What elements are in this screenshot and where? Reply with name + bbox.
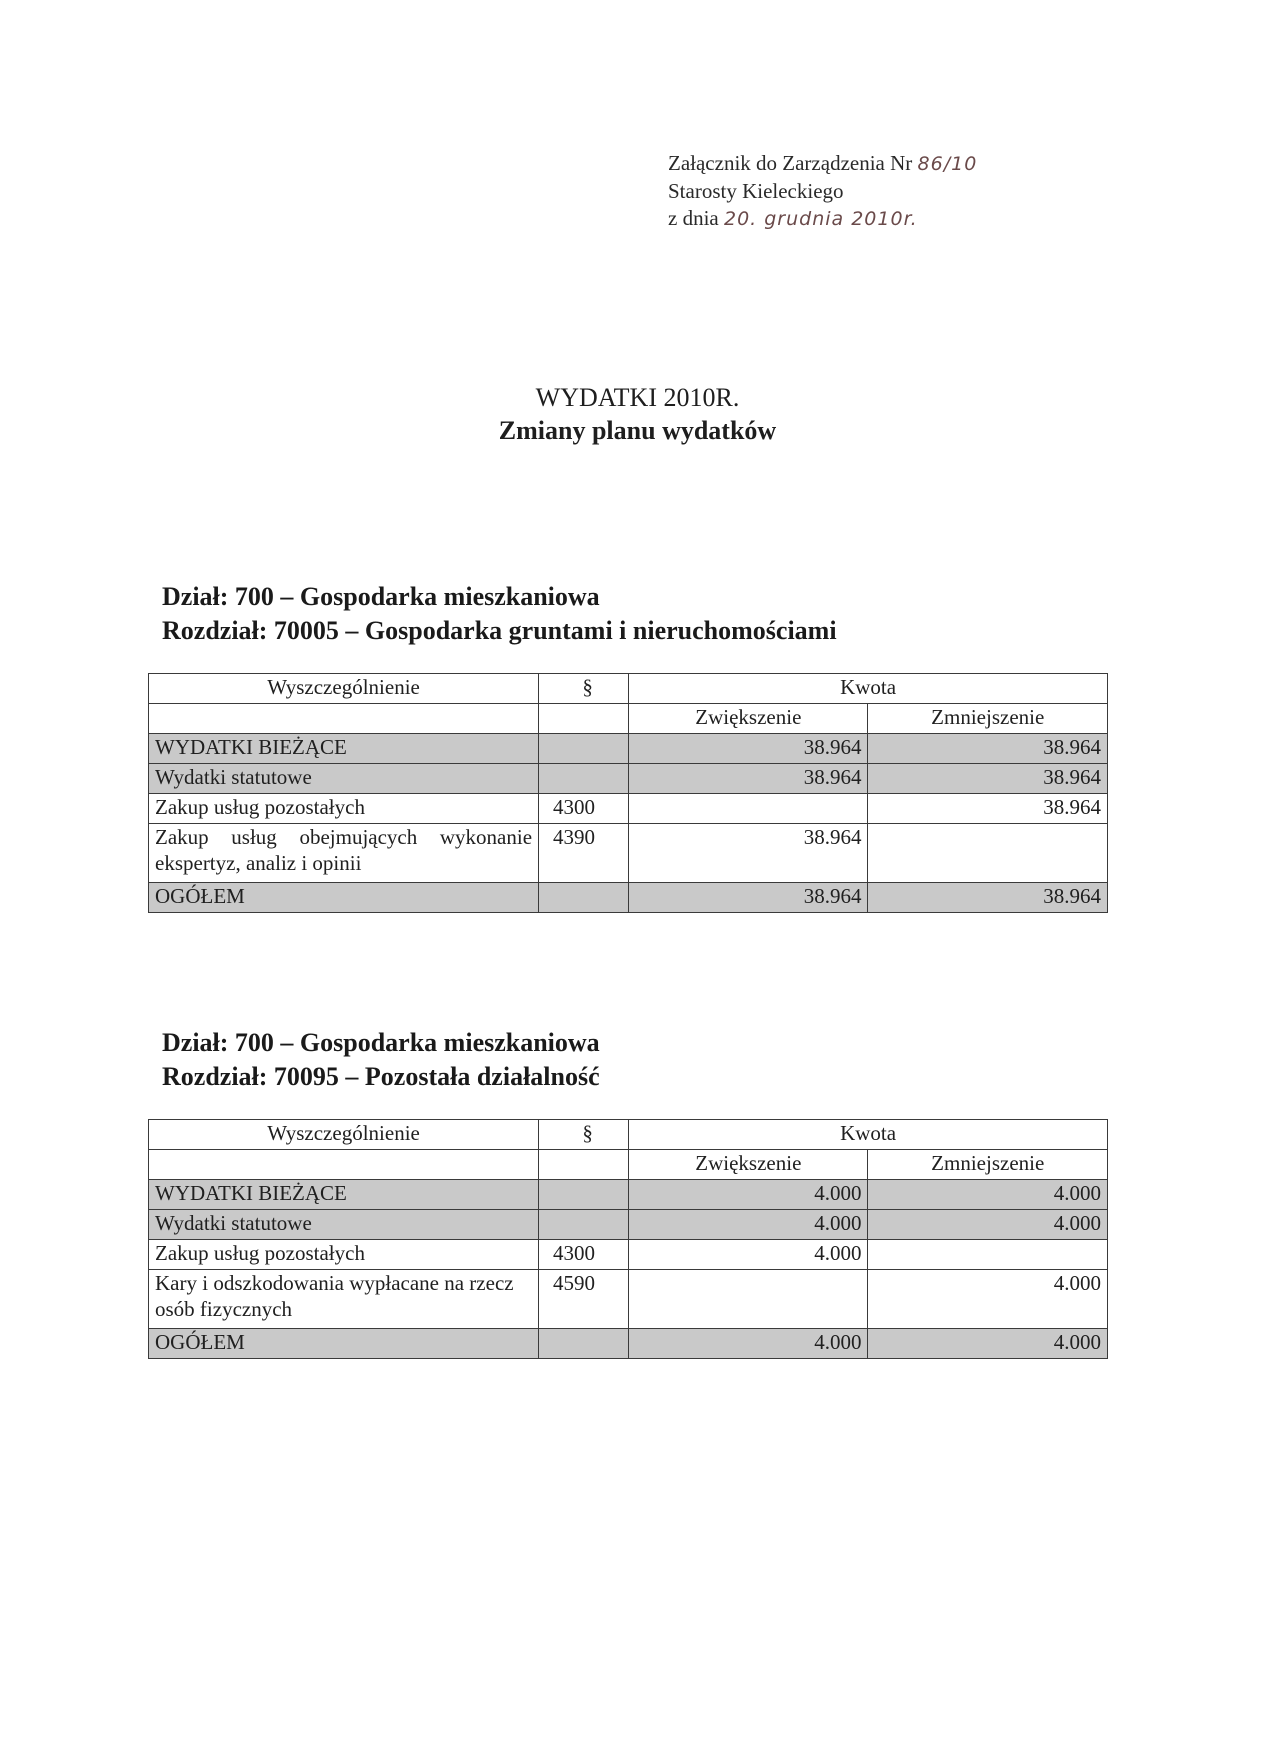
table-row-total	[149, 883, 1108, 913]
header-name: Wyszczególnienie	[149, 1120, 539, 1150]
row-decrease: 38.964	[868, 764, 1108, 794]
row-decrease: 4.000	[868, 1270, 1108, 1329]
row-paragraph: 4300	[539, 794, 629, 824]
row-name: Zakup usług pozostałych	[149, 794, 539, 824]
header-increase: Zwiększenie	[629, 704, 868, 734]
row-name: Zakup usług pozostałych	[149, 1240, 539, 1270]
row-increase: 4.000	[629, 1210, 868, 1240]
empty-cell	[149, 1150, 539, 1180]
row-name: WYDATKI BIEŻĄCE	[149, 734, 539, 764]
section-2-heading	[162, 1026, 600, 1094]
table-row	[149, 1240, 1108, 1270]
annex-line-2: Starosty Kieleckiego	[668, 179, 844, 203]
empty-cell	[539, 1150, 629, 1180]
row-name: WYDATKI BIEŻĄCE	[149, 1180, 539, 1210]
row-paragraph	[539, 1210, 629, 1240]
table-row	[149, 824, 1108, 883]
row-name: OGÓŁEM	[149, 883, 539, 913]
title-line-2: Zmiany planu wydatków	[498, 416, 777, 445]
section-1-table	[148, 673, 1108, 913]
table-row	[149, 794, 1108, 824]
row-increase: 4.000	[629, 1329, 868, 1359]
table-row-total	[149, 1329, 1108, 1359]
table-header-row	[149, 1120, 1108, 1150]
row-name: OGÓŁEM	[149, 1329, 539, 1359]
row-paragraph: 4390	[539, 824, 629, 883]
row-increase	[629, 794, 868, 824]
row-paragraph: 4300	[539, 1240, 629, 1270]
row-decrease: 4.000	[868, 1180, 1108, 1210]
row-name: Zakup usług obejmujących wykonanie ekspertyz, analiz i opinii	[149, 824, 539, 883]
table-row	[149, 764, 1108, 794]
table-subheader-row	[149, 704, 1108, 734]
row-paragraph	[539, 764, 629, 794]
header-decrease: Zmniejszenie	[868, 1150, 1108, 1180]
section-2-dzial: Dział: 700 – Gospodarka mieszkaniowa	[162, 1028, 600, 1057]
header-paragraph: §	[539, 674, 629, 704]
table-row	[149, 1180, 1108, 1210]
row-increase: 4.000	[629, 1180, 868, 1210]
row-decrease: 38.964	[868, 883, 1108, 913]
date-handwritten: 20. grudnia 2010r.	[723, 208, 918, 230]
row-increase: 38.964	[629, 734, 868, 764]
row-decrease: 4.000	[868, 1329, 1108, 1359]
annex-line-1	[668, 150, 977, 178]
header-increase: Zwiększenie	[629, 1150, 868, 1180]
section-2-table	[148, 1119, 1108, 1359]
table-row	[149, 1270, 1108, 1329]
header-amount: Kwota	[629, 674, 1108, 704]
section-1-rozdzial: Rozdział: 70005 – Gospodarka gruntami i nieruchomościami	[162, 616, 837, 645]
row-paragraph	[539, 883, 629, 913]
empty-cell	[149, 704, 539, 734]
section-2-rozdzial: Rozdział: 70095 – Pozostała działalność	[162, 1062, 600, 1091]
ordinance-number-handwritten: 86/10	[917, 153, 978, 175]
row-decrease	[868, 1240, 1108, 1270]
title-line-1: WYDATKI 2010R.	[535, 383, 740, 412]
header-decrease: Zmniejszenie	[868, 704, 1108, 734]
empty-cell	[539, 704, 629, 734]
row-increase: 4.000	[629, 1240, 868, 1270]
row-paragraph	[539, 1180, 629, 1210]
section-1-dzial: Dział: 700 – Gospodarka mieszkaniowa	[162, 582, 600, 611]
row-paragraph	[539, 1329, 629, 1359]
annex-block	[668, 150, 977, 233]
section-1-heading	[162, 580, 837, 648]
row-paragraph	[539, 734, 629, 764]
header-paragraph: §	[539, 1120, 629, 1150]
row-increase	[629, 1270, 868, 1329]
row-decrease: 38.964	[868, 734, 1108, 764]
row-decrease: 4.000	[868, 1210, 1108, 1240]
row-name: Wydatki statutowe	[149, 1210, 539, 1240]
row-increase: 38.964	[629, 824, 868, 883]
header-name: Wyszczególnienie	[149, 674, 539, 704]
annex-line-3	[668, 205, 977, 233]
table-subheader-row	[149, 1150, 1108, 1180]
row-name: Kary i odszkodowania wypłacane na rzecz osób fizycznych	[149, 1270, 539, 1329]
row-paragraph: 4590	[539, 1270, 629, 1329]
date-prefix: z dnia	[668, 206, 719, 230]
table-row	[149, 1210, 1108, 1240]
row-decrease	[868, 824, 1108, 883]
table-header-row	[149, 674, 1108, 704]
row-increase: 38.964	[629, 764, 868, 794]
annex-prefix: Załącznik do Zarządzenia Nr	[668, 151, 913, 175]
row-decrease: 38.964	[868, 794, 1108, 824]
row-name: Wydatki statutowe	[149, 764, 539, 794]
table-row	[149, 734, 1108, 764]
row-increase: 38.964	[629, 883, 868, 913]
header-amount: Kwota	[629, 1120, 1108, 1150]
